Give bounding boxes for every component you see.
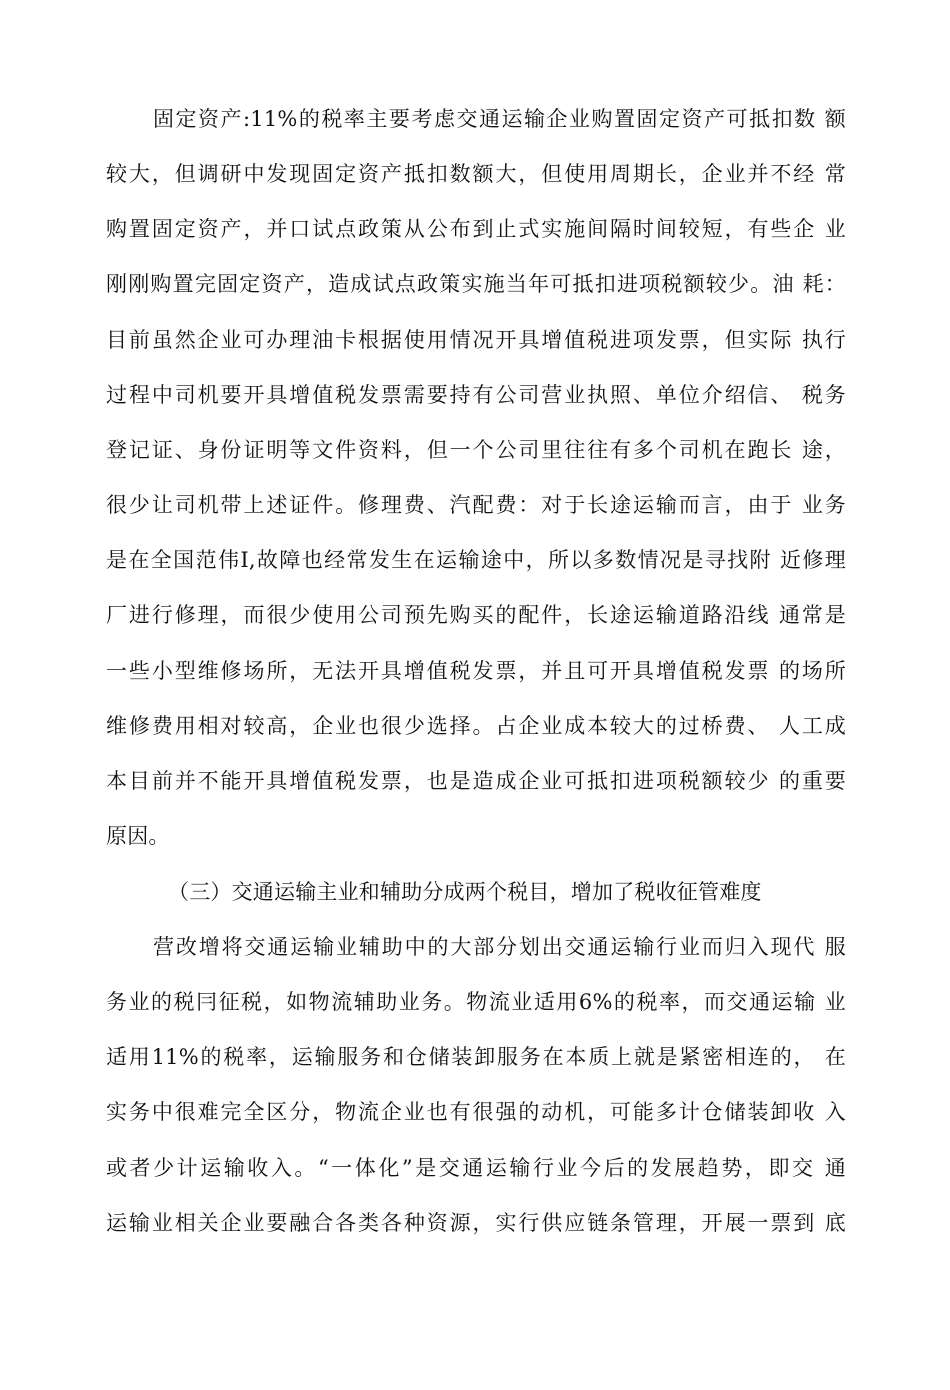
paragraph-2-line-4: 实务中很难完全区分，物流企业也有很强的动机，可能多计仓储装卸收 入 <box>106 1100 846 1124</box>
paragraph-1-line-5: 目前虽然企业可办理油卡根据使用情况开具增值税进项发票，但实际 执行 <box>106 328 846 352</box>
paragraph-1-line-3: 购置固定资产，并口试点政策从公布到止式实施间隔时间较短，有些企 业 <box>106 217 846 241</box>
section-heading: （三）交通运输主业和辅助分成两个税目，增加了税收征管难度 <box>168 880 762 904</box>
paragraph-1-line-12: 维修费用相对较高，企业也很少选择。占企业成本较大的过桥费、 人工成 <box>106 714 846 738</box>
paragraph-2-line-5: 或者少计运输收入。“一体化”是交通运输行业今后的发展趋势，即交 通 <box>106 1156 846 1180</box>
paragraph-1-line-7: 登记证、身份证明等文件资料，但一个公司里往往有多个司机在跑长 途， <box>106 438 846 462</box>
paragraph-2-line-3: 适用11%的税率，运输服务和仓储装卸服务在本质上就是紧密相连的， 在 <box>106 1045 846 1069</box>
paragraph-1-line-2: 较大，但调研中发现固定资产抵扣数额大，但使用周期长，企业并不经 常 <box>106 162 846 186</box>
paragraph-1-line-13: 本目前并不能开具增值税发票，也是造成企业可抵扣进项税额较少 的重要 <box>106 769 846 793</box>
paragraph-1-line-9: 是在全国范伟I,故障也经常发生在运输途中，所以多数情况是寻找附 近修理 <box>106 548 846 572</box>
paragraph-1-line-14: 原因。 <box>106 824 170 848</box>
paragraph-1-line-11: 一些小型维修场所，无法开具增值税发票，并且可开具增值税发票 的场所 <box>106 659 846 683</box>
paragraph-1-line-4: 刚刚购置完固定资产，造成试点政策实施当年可抵扣进项税额较少。油 耗： <box>106 272 846 296</box>
paragraph-1-line-1: 固定资产:11%的税率主要考虑交通运输企业购置固定资产可抵扣数 额 <box>153 107 846 131</box>
paragraph-1-line-8: 很少让司机带上述证件。修理费、汽配费：对于长途运输而言，由于 业务 <box>106 493 846 517</box>
paragraph-1-line-6: 过程中司机要开具增值税发票需要持有公司营业执照、单位介绍信、 税务 <box>106 383 846 407</box>
paragraph-2-line-1: 营改增将交通运输业辅助中的大部分划出交通运输行业而归入现代 服 <box>153 935 846 959</box>
paragraph-2-line-2: 务业的税冃征税，如物流辅助业务。物流业适用6%的税率，而交通运输 业 <box>106 990 846 1014</box>
paragraph-2-line-6: 运输业相关企业要融合各类各种资源，实行供应链条管理，开展一票到 底 <box>106 1211 846 1235</box>
paragraph-1-line-10: 厂进行修理，而很少使用公司预先购买的配件，长途运输道路沿线 通常是 <box>106 603 846 627</box>
